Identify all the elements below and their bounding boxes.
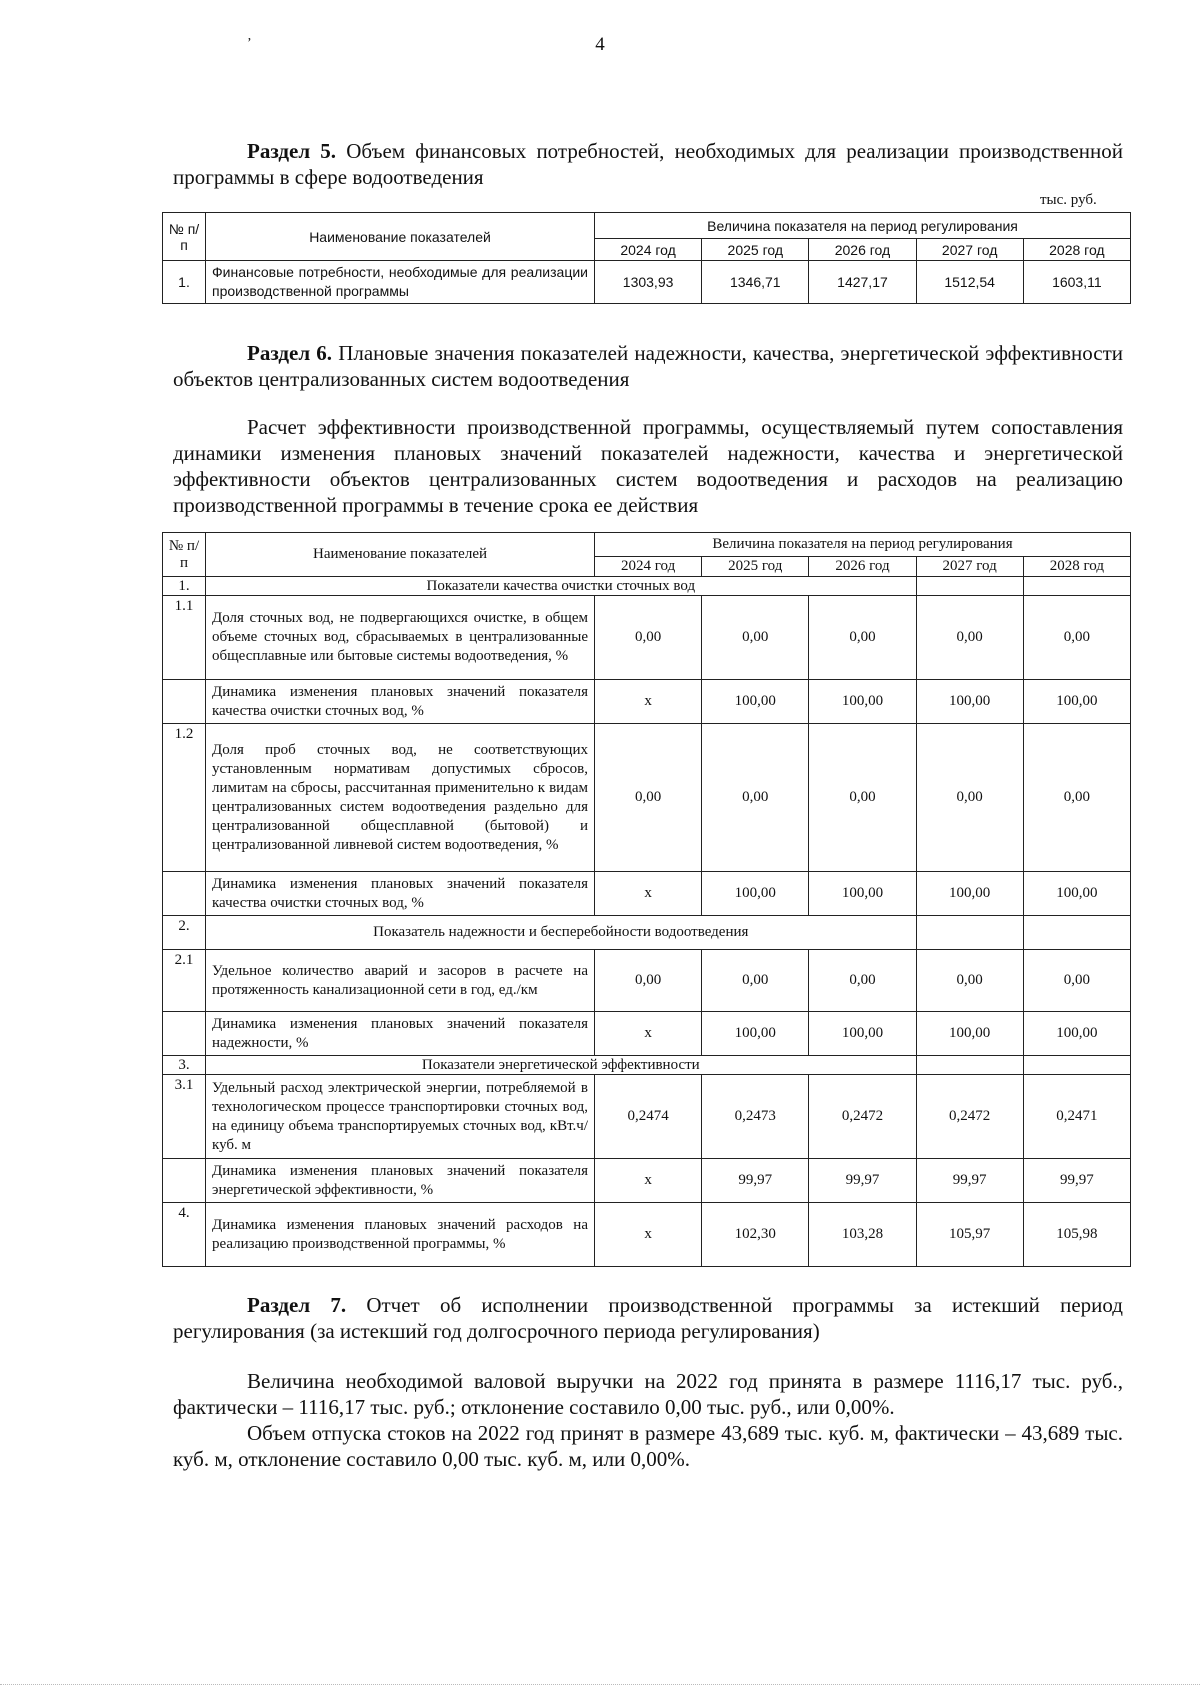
section6-label: Раздел 6. [247, 341, 333, 365]
cell-value: 0,2471 [1023, 1075, 1130, 1159]
section6-title: Плановые значения показателей надежности, качества, энергетической эффективности объектов централизованных систем водоотведения [173, 341, 1123, 391]
cell-value: x [595, 1159, 702, 1203]
section6-table [162, 532, 1131, 1267]
col-name-header: Наименование показателей [206, 533, 595, 577]
cell-value: 103,28 [809, 1203, 916, 1267]
cell-value: 1346,71 [702, 261, 809, 304]
year-header: 2028 год [1023, 557, 1130, 577]
cell-value: 0,00 [1023, 950, 1130, 1012]
cell-value: 1303,93 [595, 261, 702, 304]
section5-title: Объем финансовых потребностей, необходимых для реализации производственной программы в сфере водоотведения [173, 139, 1123, 189]
cell-value: 0,2474 [595, 1075, 702, 1159]
section-title: Показатели качества очистки сточных вод [206, 577, 917, 596]
stray-mark: ’ [247, 36, 252, 51]
cell-value: 0,00 [916, 596, 1023, 680]
table-row [163, 1159, 1131, 1203]
cell-value: 100,00 [1023, 1012, 1130, 1056]
cell-value: 100,00 [809, 1012, 916, 1056]
section5-units: тыс. руб. [1040, 192, 1097, 208]
cell-value: 0,2473 [702, 1075, 809, 1159]
row-number: 1. [163, 261, 206, 304]
year-header: 2025 год [702, 557, 809, 577]
section-title: Показатель надежности и бесперебойности водоотведения [206, 916, 917, 950]
cell-value: 1512,54 [916, 261, 1023, 304]
row-name: Динамика изменения плановых значений расходов на реализацию производственной программы, % [206, 1203, 595, 1267]
section-row [163, 577, 1131, 596]
cell-value: 100,00 [702, 680, 809, 724]
table-row [163, 950, 1131, 1012]
section7-paragraph2: Объем отпуска стоков на 2022 год принят в размере 43,689 тыс. куб. м, фактически – 43,689 тыс. куб. м, отклонение составило 0,00 тыс. куб. м, или 0,00%. [173, 1421, 1123, 1471]
col-no-header: № п/п [163, 213, 206, 261]
year-header: 2026 год [809, 239, 916, 261]
cell-value: 100,00 [916, 872, 1023, 916]
cell-value: 0,00 [595, 950, 702, 1012]
section-row [163, 916, 1131, 950]
cell-value: 0,00 [702, 724, 809, 872]
col-name-header: Наименование показателей [206, 213, 595, 261]
row-name: Динамика изменения плановых значений показателя качества очистки сточных вод, % [206, 680, 595, 724]
section7-heading [173, 1292, 1123, 1344]
section7-paragraph1: Величина необходимой валовой выручки на 2022 год принята в размере 1116,17 тыс. руб., фактически – 1116,17 тыс. руб.; отклонение составило 0,00 тыс. руб., или 0,00%. [173, 1369, 1123, 1419]
table-row [163, 724, 1131, 872]
year-header: 2025 год [702, 239, 809, 261]
year-header: 2028 год [1023, 239, 1130, 261]
cell-value: 100,00 [1023, 680, 1130, 724]
section6-paragraph: Расчет эффективности производственной программы, осуществляемый путем сопоставления динамики изменения плановых значений показателей надежности, качества и энергетической эффективности объектов централизованных систем водоотведения и расходов на реализацию производственной программы в течение срока ее действия [173, 415, 1123, 517]
cell-value: 0,00 [809, 596, 916, 680]
cell-value: 0,00 [595, 596, 702, 680]
section5-heading [173, 138, 1123, 190]
cell-value: 0,2472 [916, 1075, 1023, 1159]
col-value-group-header: Величина показателя на период регулирования [595, 533, 1131, 557]
section-row [163, 1056, 1131, 1075]
cell-value: 102,30 [702, 1203, 809, 1267]
table-row [163, 596, 1131, 680]
row-name: Динамика изменения плановых значений показателя надежности, % [206, 1012, 595, 1056]
scan-edge-divider [0, 1684, 1200, 1685]
section5-table [162, 212, 1131, 304]
cell-value: 99,97 [809, 1159, 916, 1203]
section7-label: Раздел 7. [247, 1293, 347, 1317]
section-title: Показатели энергетической эффективности [206, 1056, 917, 1075]
cell-value: 0,00 [809, 724, 916, 872]
cell-value: 0,00 [595, 724, 702, 872]
cell-value: 100,00 [702, 1012, 809, 1056]
cell-value: 0,00 [1023, 596, 1130, 680]
row-number [163, 1159, 206, 1203]
cell-value: 100,00 [702, 872, 809, 916]
row-number [163, 1012, 206, 1056]
row-number: 1.1 [163, 596, 206, 680]
row-number: 2.1 [163, 950, 206, 1012]
section5-label: Раздел 5. [247, 139, 337, 163]
table-row [163, 680, 1131, 724]
row-name: Удельное количество аварий и засоров в расчете на протяженность канализационной сети в год, ед./км [206, 950, 595, 1012]
row-number: 4. [163, 1203, 206, 1267]
cell-value: 99,97 [916, 1159, 1023, 1203]
table-row [163, 261, 1131, 304]
cell-value: 0,00 [702, 950, 809, 1012]
year-header: 2024 год [595, 557, 702, 577]
cell-value: 100,00 [809, 872, 916, 916]
cell-value: 0,00 [702, 596, 809, 680]
row-name: Доля проб сточных вод, не соответствующих установленным нормативам допустимых сбросов, лимитам на сбросы, рассчитанная применительно к видам централизованных систем водоотведения раздельно для централизованной общесплавной (бытовой) и централизованной ливневой систем водоотведения, % [206, 724, 595, 872]
row-name: Динамика изменения плановых значений показателя энергетической эффективности, % [206, 1159, 595, 1203]
year-header: 2027 год [916, 239, 1023, 261]
cell-value: 1603,11 [1023, 261, 1130, 304]
cell-value: 99,97 [1023, 1159, 1130, 1203]
page-number: 4 [595, 34, 605, 55]
row-number: 3.1 [163, 1075, 206, 1159]
row-number: 1.2 [163, 724, 206, 872]
section7-title: Отчет об исполнении производственной программы за истекший период регулирования (за истекший год долгосрочного периода регулирования) [173, 1293, 1123, 1343]
cell-value: 100,00 [916, 1012, 1023, 1056]
section-number: 3. [163, 1056, 206, 1075]
cell-value: 0,2472 [809, 1075, 916, 1159]
cell-value: 100,00 [1023, 872, 1130, 916]
cell-value: 0,00 [916, 724, 1023, 872]
row-number [163, 872, 206, 916]
year-header: 2027 год [916, 557, 1023, 577]
cell-value: x [595, 1203, 702, 1267]
section-number: 1. [163, 577, 206, 596]
row-name: Динамика изменения плановых значений показателя качества очистки сточных вод, % [206, 872, 595, 916]
cell-value: 105,97 [916, 1203, 1023, 1267]
cell-value: 100,00 [916, 680, 1023, 724]
col-value-group-header: Величина показателя на период регулирования [595, 213, 1131, 239]
section6-heading [173, 340, 1123, 392]
cell-value: 0,00 [1023, 724, 1130, 872]
row-number [163, 680, 206, 724]
cell-value: 0,00 [916, 950, 1023, 1012]
cell-value: 1427,17 [809, 261, 916, 304]
row-name: Удельный расход электрической энергии, потребляемой в технологическом процессе транспортировки сточных вод, на единицу объема транспортируемых сточных вод, кВт.ч/куб. м [206, 1075, 595, 1159]
table-row [163, 872, 1131, 916]
cell-value: x [595, 1012, 702, 1056]
cell-value: x [595, 680, 702, 724]
table-row [163, 1203, 1131, 1267]
col-no-header: № п/п [163, 533, 206, 577]
table-row [163, 1012, 1131, 1056]
cell-value: 105,98 [1023, 1203, 1130, 1267]
cell-value: x [595, 872, 702, 916]
year-header: 2024 год [595, 239, 702, 261]
cell-value: 0,00 [809, 950, 916, 1012]
row-name: Доля сточных вод, не подвергающихся очистке, в общем объеме сточных вод, сбрасываемых в централизованные общесплавные или бытовые системы водоотведения, % [206, 596, 595, 680]
year-header: 2026 год [809, 557, 916, 577]
cell-value: 100,00 [809, 680, 916, 724]
cell-value: 99,97 [702, 1159, 809, 1203]
table-row [163, 1075, 1131, 1159]
section-number: 2. [163, 916, 206, 950]
row-name: Финансовые потребности, необходимые для реализации производственной программы [206, 261, 595, 304]
